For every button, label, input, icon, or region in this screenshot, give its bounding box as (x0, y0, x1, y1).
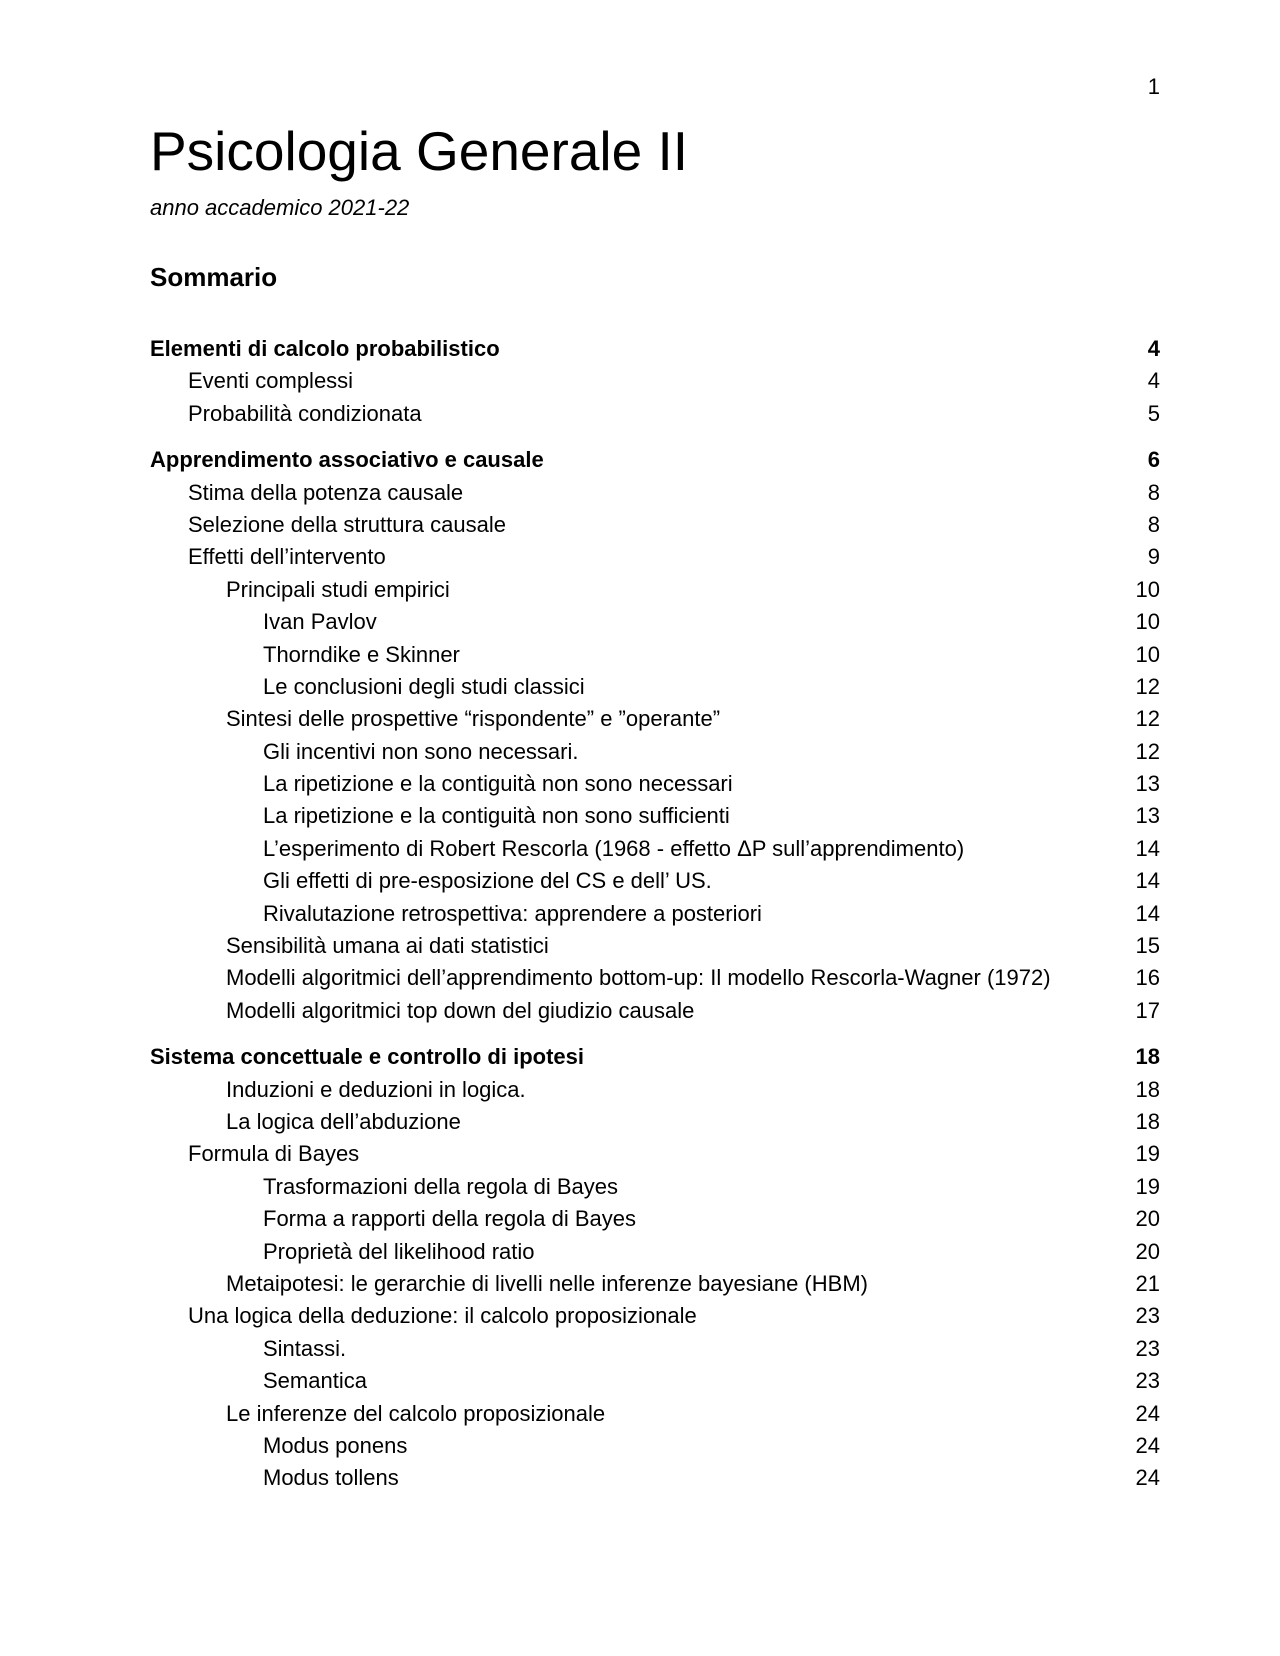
toc-entry[interactable] (150, 606, 1160, 638)
toc-entry-label: Probabilità condizionata (188, 400, 422, 426)
toc-entry-label: Le conclusioni degli studi classici (263, 673, 585, 699)
toc-entry[interactable] (150, 1430, 1160, 1462)
toc-entry[interactable] (150, 1268, 1160, 1300)
toc-entry-page: 20 (1135, 1238, 1160, 1264)
toc-entry-label: Selezione della struttura causale (188, 511, 506, 537)
toc-entry[interactable] (150, 1203, 1160, 1235)
toc-entry[interactable] (150, 1300, 1160, 1332)
toc-entry-page: 16 (1135, 965, 1160, 991)
toc-entry-label: La ripetizione e la contiguità non sono sufficienti (263, 803, 730, 829)
toc-entry[interactable] (150, 541, 1160, 573)
toc-entry-page: 13 (1135, 771, 1160, 797)
toc-entry-page: 8 (1147, 479, 1160, 505)
page-number: 1 (1147, 74, 1160, 99)
toc-entry-page: 12 (1135, 673, 1160, 699)
toc-entry-label: Induzioni e deduzioni in logica. (226, 1076, 526, 1102)
toc-entry-label: Metaipotesi: le gerarchie di livelli nelle inferenze bayesiane (HBM) (226, 1270, 868, 1296)
toc-entry-label: Eventi complessi (188, 368, 354, 394)
toc-entry[interactable] (150, 477, 1160, 509)
toc-entry-page: 4 (1147, 368, 1160, 394)
toc-entry-page: 14 (1135, 868, 1160, 894)
toc-entry-label: Effetti dell’intervento (188, 544, 386, 570)
toc-entry-page: 19 (1135, 1173, 1160, 1199)
toc-entry-page: 14 (1135, 835, 1160, 861)
toc-entry-label: L’esperimento di Robert Rescorla (1968 - effetto ΔP sull’apprendimento) (263, 835, 965, 861)
toc-entry-label: Sintesi delle prospettive “rispondente” e ”operante” (226, 706, 721, 732)
toc-entry[interactable] (150, 768, 1160, 800)
toc-entry-label: La logica dell’abduzione (226, 1108, 461, 1134)
toc-entry-page: 13 (1135, 803, 1160, 829)
toc-entry-page: 14 (1135, 900, 1160, 926)
toc-entry[interactable] (150, 365, 1160, 397)
toc-entry-page: 12 (1135, 738, 1160, 764)
toc-entry[interactable] (150, 1171, 1160, 1203)
toc-entry-label: Forma a rapporti della regola di Bayes (263, 1206, 636, 1232)
toc-entry-page: 24 (1135, 1465, 1160, 1491)
toc-entry-page: 4 (1147, 336, 1160, 361)
toc-entry-page: 18 (1135, 1108, 1160, 1134)
toc-entry[interactable] (150, 833, 1160, 865)
toc-entry-page: 23 (1135, 1303, 1160, 1329)
toc-entry-label: Modelli algoritmici top down del giudizio causale (226, 997, 695, 1023)
toc-entry-label: Una logica della deduzione: il calcolo proposizionale (188, 1303, 697, 1329)
toc-entry-page: 6 (1147, 447, 1160, 473)
toc-heading: Sommario (150, 262, 278, 292)
toc-entry[interactable] (150, 930, 1160, 962)
toc-entry-page: 8 (1147, 511, 1160, 537)
toc-entry-label: Stima della potenza causale (188, 479, 464, 505)
toc-entry-label: Modus ponens (263, 1432, 408, 1458)
toc-entry-label: Rivalutazione retrospettiva: apprendere a posteriori (263, 900, 762, 926)
toc-entry-page: 17 (1135, 997, 1160, 1023)
toc-entry-label: Sintassi. (263, 1335, 347, 1361)
toc-entry-page: 10 (1135, 609, 1160, 635)
toc-entry-page: 24 (1135, 1400, 1160, 1426)
toc-entry[interactable] (150, 962, 1160, 994)
toc-entry[interactable] (150, 574, 1160, 606)
toc-entry[interactable] (150, 1365, 1160, 1397)
toc-entry-page: 19 (1135, 1141, 1160, 1167)
toc-entry-label: Modus tollens (263, 1465, 399, 1491)
document-title: Psicologia Generale II (150, 120, 689, 182)
toc-entry-label: Trasformazioni della regola di Bayes (263, 1173, 619, 1199)
toc-entry-label: Principali studi empirici (226, 576, 450, 602)
toc-entry[interactable] (150, 1041, 1160, 1073)
toc-entry[interactable] (150, 703, 1160, 735)
toc-entry-label: Gli incentivi non sono necessari. (263, 738, 579, 764)
toc-entry-label: La ripetizione e la contiguità non sono necessari (263, 771, 733, 797)
toc-entry[interactable] (150, 736, 1160, 768)
toc-entry-page: 24 (1135, 1432, 1160, 1458)
toc-entry[interactable] (150, 639, 1160, 671)
toc-entry-label: Sensibilità umana ai dati statistici (226, 933, 549, 959)
toc-entry-page: 18 (1135, 1044, 1160, 1070)
toc-entry-label: Proprietà del likelihood ratio (263, 1238, 535, 1264)
toc-entry-page: 9 (1147, 544, 1160, 570)
toc-entry[interactable] (150, 800, 1160, 832)
toc-entry-label: Semantica (263, 1368, 367, 1394)
toc-entry[interactable] (150, 1138, 1160, 1170)
toc-entry-page: 12 (1135, 706, 1160, 732)
toc-entry-label: Elementi di calcolo probabilistico (150, 336, 500, 361)
toc-entry[interactable] (150, 1236, 1160, 1268)
toc-entry-label: Le inferenze del calcolo proposizionale (226, 1400, 606, 1426)
toc-entry-page: 5 (1147, 400, 1160, 426)
toc-entry-page: 23 (1135, 1368, 1160, 1394)
toc-entry[interactable] (150, 509, 1160, 541)
toc-entry-label: Sistema concettuale e controllo di ipotesi (150, 1044, 584, 1070)
toc-entry-label: Apprendimento associativo e causale (150, 447, 544, 473)
toc-entry-page: 21 (1135, 1270, 1160, 1296)
toc-entry[interactable] (150, 333, 1160, 365)
toc-entry[interactable] (150, 1074, 1160, 1106)
toc-entry-label: Formula di Bayes (188, 1141, 360, 1167)
toc-entry-page: 23 (1135, 1335, 1160, 1361)
table-of-contents (150, 333, 1160, 1495)
toc-entry[interactable] (150, 898, 1160, 930)
toc-entry-label: Gli effetti di pre-esposizione del CS e dell’ US. (263, 868, 712, 894)
toc-entry[interactable] (150, 995, 1160, 1027)
toc-entry[interactable] (150, 444, 1160, 476)
toc-entry[interactable] (150, 1333, 1160, 1365)
toc-entry-label: Thorndike e Skinner (263, 641, 460, 667)
toc-entry-page: 10 (1135, 641, 1160, 667)
toc-entry-label: Ivan Pavlov (263, 609, 377, 635)
toc-entry[interactable] (150, 1106, 1160, 1138)
toc-entry[interactable] (150, 865, 1160, 897)
toc-entry[interactable] (150, 1398, 1160, 1430)
toc-entry[interactable] (150, 398, 1160, 430)
toc-entry-label: Modelli algoritmici dell’apprendimento bottom-up: Il modello Rescorla-Wagner (1972) (226, 965, 1051, 991)
document-subtitle: anno accademico 2021-22 (150, 195, 410, 220)
toc-entry-page: 15 (1135, 933, 1160, 959)
toc-entry[interactable] (150, 671, 1160, 703)
toc-entry-page: 10 (1135, 576, 1160, 602)
toc-entry-page: 20 (1135, 1206, 1160, 1232)
toc-entry[interactable] (150, 1462, 1160, 1494)
toc-entry-page: 18 (1135, 1076, 1160, 1102)
